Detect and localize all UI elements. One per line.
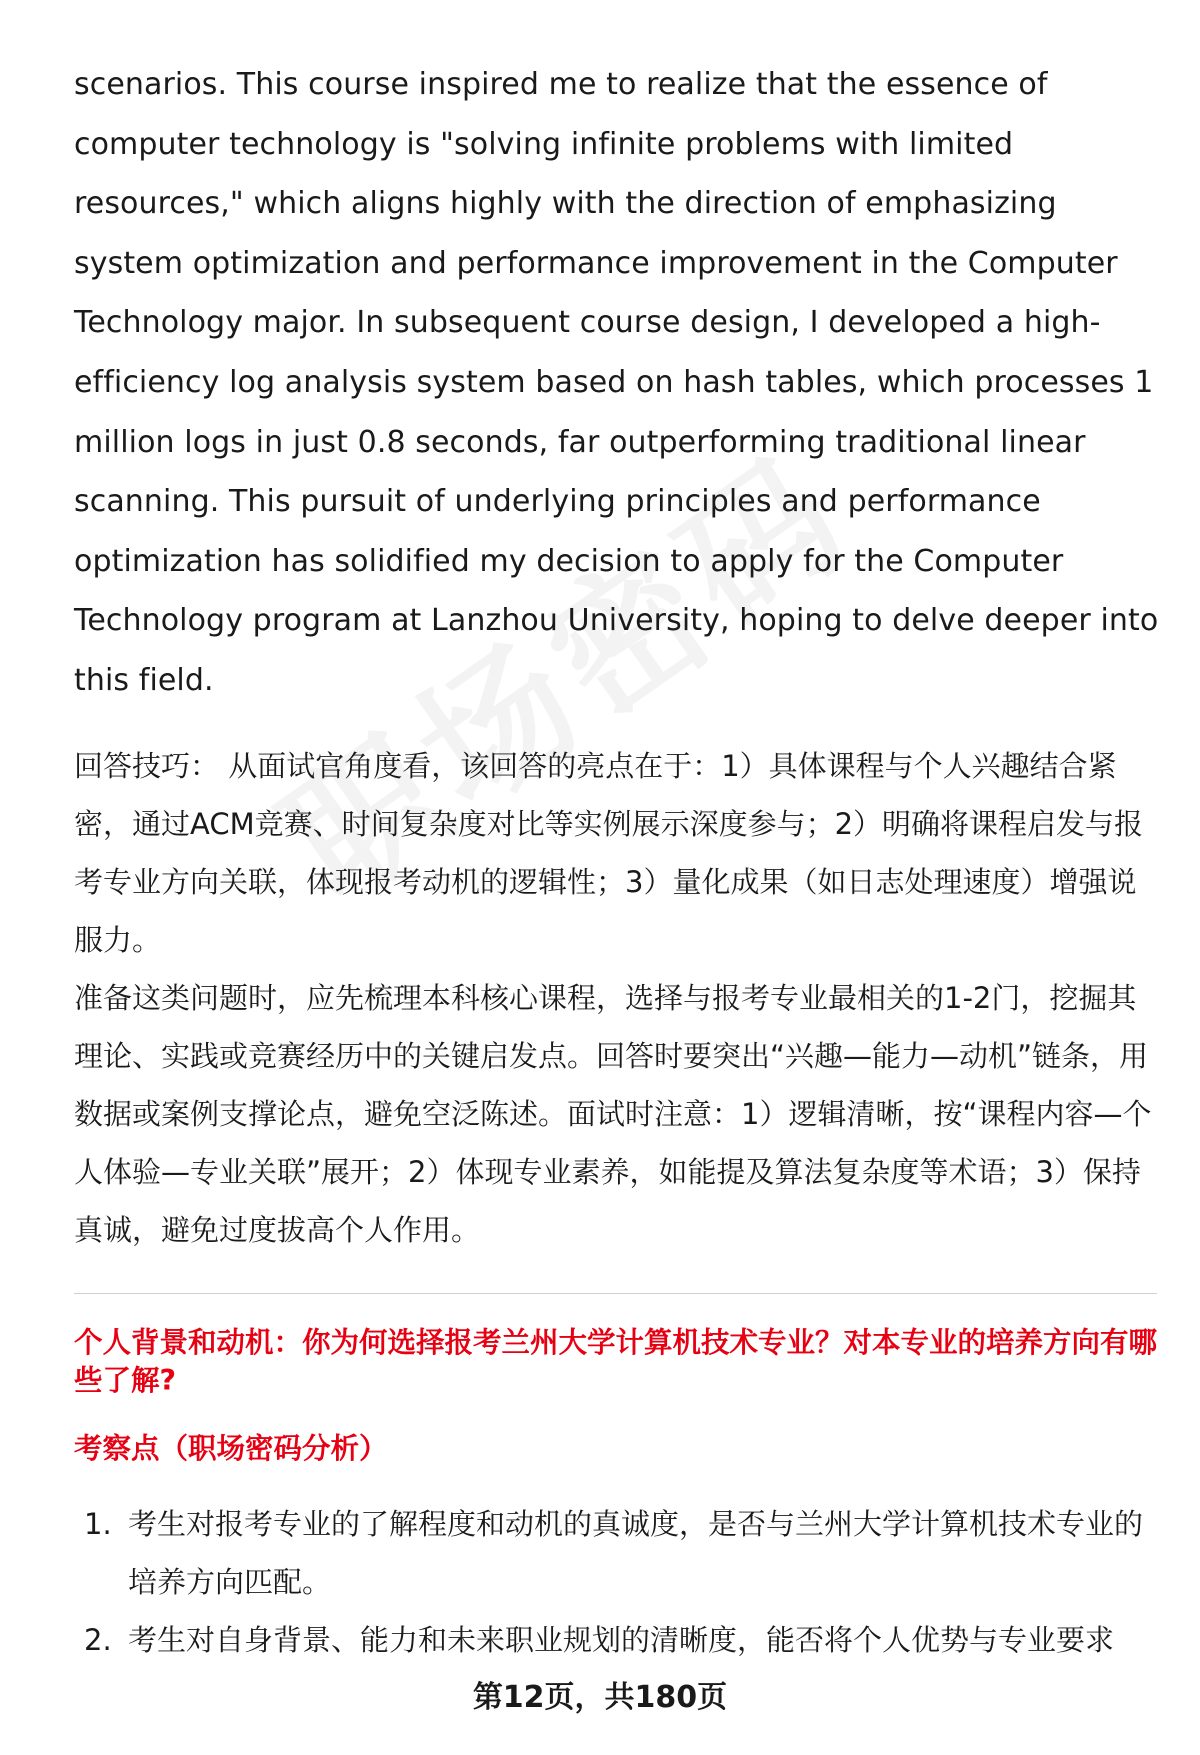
list-item bbox=[74, 1611, 1159, 1669]
list-item bbox=[74, 1495, 1159, 1611]
page-content bbox=[74, 55, 1159, 1669]
answer-tips-paragraph: 回答技巧： 从面试官角度看，该回答的亮点在于：1）具体课程与个人兴趣结合紧密，通过ACM竞赛、时间复杂度对比等实例展示深度参与；2）明确将课程启发与报考专业方向关联，体现报考动机的逻辑性；3）量化成果（如日志处理速度）增强说服力。 bbox=[74, 748, 1144, 957]
exam-points-list bbox=[74, 1495, 1159, 1669]
page-number-footer: 第12页，共180页 bbox=[472, 1680, 728, 1715]
section-divider bbox=[74, 1293, 1157, 1294]
list-item-number: 1. bbox=[84, 1506, 112, 1541]
english-paragraph: scenarios. This course inspired me to realize that the essence of computer technology is "solving infinite problems with limited resources," which aligns highly with the direction of emphasizing system optimization and performance improvement in the Computer Technology major. In subsequent course design, I developed a high-efficiency log analysis system based on hash tables, which processes 1 million logs in just 0.8 seconds, far outperforming traditional linear scanning. This pursuit of underlying principles and performance optimization has solidified my decision to apply for the Computer Technology program at Lanzhou University, hoping to delve deeper into this field. bbox=[74, 67, 1159, 698]
exam-points-heading: 考察点（职场密码分析） bbox=[74, 1431, 388, 1465]
question-heading: 个人背景和动机：你为何选择报考兰州大学计算机技术专业？对本专业的培养方向有哪些了解? bbox=[74, 1325, 1158, 1397]
list-item-text: 考生对报考专业的了解程度和动机的真诚度，是否与兰州大学计算机技术专业的培养方向匹配。 bbox=[128, 1506, 1144, 1599]
list-item-text: 考生对自身背景、能力和未来职业规划的清晰度，能否将个人优势与专业要求 bbox=[128, 1622, 1115, 1657]
preparation-paragraph: 准备这类问题时，应先梳理本科核心课程，选择与报考专业最相关的1-2门，挖掘其理论、实践或竞赛经历中的关键启发点。回答时要突出“兴趣—能力—动机”链条，用数据或案例支撑论点，避免空泛陈述。面试时注意：1）逻辑清晰，按“课程内容—个人体验—专业关联”展开；2）体现专业素养，如能提及算法复杂度等术语；3）保持真诚，避免过度拔高个人作用。 bbox=[74, 980, 1152, 1247]
list-item-number: 2. bbox=[84, 1622, 112, 1657]
